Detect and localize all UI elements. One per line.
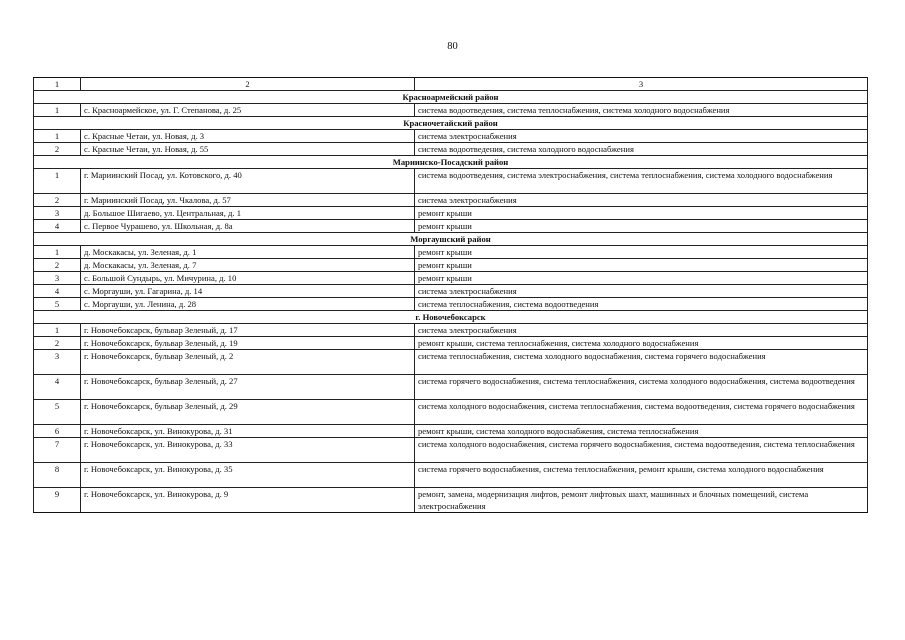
table-row	[34, 194, 868, 207]
row-address: д. Москакасы, ул. Зеленая, д. 1	[81, 246, 415, 259]
row-works: ремонт крыши, система холодного водоснабжения, система теплоснабжения	[415, 425, 868, 438]
table-row	[34, 272, 868, 285]
row-works: система водоотведения, система электроснабжения, система теплоснабжения, система холодного водоснабжения	[415, 169, 868, 194]
row-address: с. Первое Чурашево, ул. Школьная, д. 8а	[81, 220, 415, 233]
row-number: 3	[34, 350, 81, 375]
table-row	[34, 324, 868, 337]
row-number: 8	[34, 463, 81, 488]
row-address: г. Новочебоксарск, ул. Винокурова, д. 33	[81, 438, 415, 463]
row-number: 2	[34, 259, 81, 272]
works-table	[33, 77, 868, 513]
row-number: 9	[34, 488, 81, 513]
row-number: 1	[34, 246, 81, 259]
row-works: система электроснабжения	[415, 194, 868, 207]
table-row	[34, 438, 868, 463]
row-number: 2	[34, 194, 81, 207]
row-address: с. Моргауши, ул. Гагарина, д. 14	[81, 285, 415, 298]
row-number: 2	[34, 337, 81, 350]
table-row	[34, 350, 868, 375]
row-address: с. Красноармейское, ул. Г. Степанова, д. 25	[81, 104, 415, 117]
row-address: г. Новочебоксарск, бульвар Зеленый, д. 19	[81, 337, 415, 350]
table-row	[34, 104, 868, 117]
row-address: г. Мариинский Посад, ул. Котовского, д. 40	[81, 169, 415, 194]
row-number: 1	[34, 169, 81, 194]
table-row	[34, 207, 868, 220]
table-row	[34, 169, 868, 194]
row-number: 4	[34, 285, 81, 298]
table-row	[34, 220, 868, 233]
row-address: г. Новочебоксарск, ул. Винокурова, д. 31	[81, 425, 415, 438]
section-title: Мариинско-Посадский район	[34, 156, 868, 169]
table-row	[34, 246, 868, 259]
section-title: г. Новочебоксарск	[34, 311, 868, 324]
section-header-row	[34, 117, 868, 130]
row-address: г. Новочебоксарск, ул. Винокурова, д. 9	[81, 488, 415, 513]
row-works: система водоотведения, система холодного водоснабжения	[415, 143, 868, 156]
table-row	[34, 337, 868, 350]
row-address: г. Новочебоксарск, бульвар Зеленый, д. 2	[81, 350, 415, 375]
section-header-row	[34, 233, 868, 246]
section-header-row	[34, 91, 868, 104]
row-number: 7	[34, 438, 81, 463]
row-number: 1	[34, 324, 81, 337]
row-number: 2	[34, 143, 81, 156]
section-title: Красночетайский район	[34, 117, 868, 130]
row-number: 6	[34, 425, 81, 438]
section-title: Моргаушский район	[34, 233, 868, 246]
row-address: с. Моргауши, ул. Ленина, д. 28	[81, 298, 415, 311]
table-row	[34, 259, 868, 272]
table-row	[34, 400, 868, 425]
row-number: 4	[34, 220, 81, 233]
row-address: г. Новочебоксарск, бульвар Зеленый, д. 29	[81, 400, 415, 425]
row-address: д. Большое Шигаево, ул. Центральная, д. 1	[81, 207, 415, 220]
row-address: д. Москакасы, ул. Зеленая, д. 7	[81, 259, 415, 272]
row-address: с. Красные Четаи, ул. Новая, д. 3	[81, 130, 415, 143]
page-number: 80	[447, 41, 458, 52]
row-works: ремонт крыши	[415, 259, 868, 272]
row-number: 1	[34, 130, 81, 143]
row-works: система теплоснабжения, система водоотведения	[415, 298, 868, 311]
section-header-row	[34, 156, 868, 169]
table-row	[34, 285, 868, 298]
table-row	[34, 143, 868, 156]
row-address: с. Большой Сундырь, ул. Мичурина, д. 10	[81, 272, 415, 285]
table-row	[34, 298, 868, 311]
row-works: ремонт, замена, модернизация лифтов, ремонт лифтовых шахт, машинных и блочных помещений, система электроснабжения	[415, 488, 868, 513]
column-number: 2	[81, 78, 415, 91]
table-row	[34, 488, 868, 513]
row-works: система электроснабжения	[415, 285, 868, 298]
row-works: ремонт крыши, система теплоснабжения, система холодного водоснабжения	[415, 337, 868, 350]
row-address: г. Новочебоксарск, бульвар Зеленый, д. 17	[81, 324, 415, 337]
row-address: г. Новочебоксарск, ул. Винокурова, д. 35	[81, 463, 415, 488]
row-works: система холодного водоснабжения, система теплоснабжения, система водоотведения, система горячего водоснабжения	[415, 400, 868, 425]
row-works: ремонт крыши	[415, 272, 868, 285]
column-number: 1	[34, 78, 81, 91]
row-number: 3	[34, 207, 81, 220]
table-row	[34, 463, 868, 488]
row-works: система горячего водоснабжения, система теплоснабжения, ремонт крыши, система холодного водоснабжения	[415, 463, 868, 488]
row-address: с. Красные Четаи, ул. Новая, д. 55	[81, 143, 415, 156]
column-number: 3	[415, 78, 868, 91]
row-works: система электроснабжения	[415, 130, 868, 143]
row-works: система водоотведения, система теплоснабжения, система холодного водоснабжения	[415, 104, 868, 117]
row-works: система горячего водоснабжения, система теплоснабжения, система холодного водоснабжения, система водоотведения	[415, 375, 868, 400]
column-number-row	[34, 78, 868, 91]
row-number: 5	[34, 298, 81, 311]
table-row	[34, 375, 868, 400]
table-row	[34, 130, 868, 143]
row-works: ремонт крыши	[415, 246, 868, 259]
row-number: 3	[34, 272, 81, 285]
section-header-row	[34, 311, 868, 324]
row-number: 4	[34, 375, 81, 400]
row-address: г. Мариинский Посад, ул. Чкалова, д. 57	[81, 194, 415, 207]
row-works: ремонт крыши	[415, 207, 868, 220]
section-title: Красноармейский район	[34, 91, 868, 104]
row-works: система теплоснабжения, система холодного водоснабжения, система горячего водоснабжения	[415, 350, 868, 375]
row-works: система электроснабжения	[415, 324, 868, 337]
table-row	[34, 425, 868, 438]
row-address: г. Новочебоксарск, бульвар Зеленый, д. 27	[81, 375, 415, 400]
row-works: ремонт крыши	[415, 220, 868, 233]
row-number: 1	[34, 104, 81, 117]
row-number: 5	[34, 400, 81, 425]
row-works: система холодного водоснабжения, система горячего водоснабжения, система водоотведения, система теплоснабжения	[415, 438, 868, 463]
